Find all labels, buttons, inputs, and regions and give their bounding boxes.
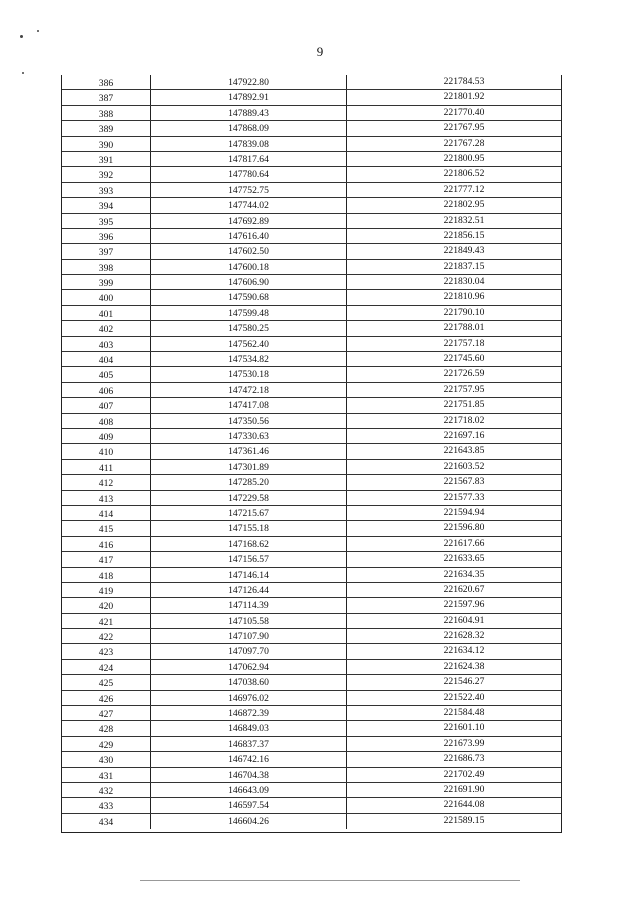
x-coordinate-cell: 146704.38 <box>151 768 347 782</box>
x-coordinate-cell: 147168.62 <box>151 537 347 551</box>
x-coordinate-cell: 147839.08 <box>151 137 347 151</box>
point-number-cell: 410 <box>62 444 151 458</box>
y-coordinate-cell: 221597.96 <box>443 599 485 611</box>
x-coordinate-cell: 147105.58 <box>151 614 347 628</box>
table-row <box>62 106 561 121</box>
point-number-cell: 409 <box>62 429 151 443</box>
point-number-cell: 428 <box>62 721 151 735</box>
point-number-cell: 421 <box>62 614 151 628</box>
point-number-cell: 411 <box>62 460 151 474</box>
table-row <box>62 306 561 321</box>
point-number-cell: 402 <box>62 321 151 335</box>
table-row <box>62 414 561 429</box>
x-coordinate-cell: 146643.09 <box>151 783 347 797</box>
x-coordinate-cell: 147530.18 <box>151 367 347 381</box>
scan-speck <box>37 30 39 32</box>
x-coordinate-cell: 147156.57 <box>151 552 347 566</box>
x-coordinate-cell: 147889.43 <box>151 106 347 120</box>
point-number-cell: 434 <box>62 814 151 829</box>
x-coordinate-cell: 147472.18 <box>151 383 347 397</box>
table-row <box>62 691 561 706</box>
y-coordinate-cell: 221856.15 <box>443 229 485 241</box>
y-coordinate-cell: 221777.12 <box>443 183 485 195</box>
x-coordinate-cell: 147922.80 <box>151 75 347 89</box>
y-coordinate-cell: 221800.95 <box>443 152 485 164</box>
x-coordinate-cell: 147062.94 <box>151 660 347 674</box>
y-coordinate-cell: 221634.35 <box>443 568 485 580</box>
y-coordinate-cell: 221806.52 <box>443 168 485 180</box>
table-row <box>62 398 561 413</box>
x-coordinate-cell: 147350.56 <box>151 414 347 428</box>
x-coordinate-cell: 147606.90 <box>151 275 347 289</box>
point-number-cell: 432 <box>62 783 151 797</box>
y-coordinate-cell: 221767.28 <box>443 137 485 149</box>
x-coordinate-cell: 147417.08 <box>151 398 347 412</box>
x-coordinate-cell: 147817.64 <box>151 152 347 166</box>
table-row <box>62 629 561 644</box>
table-row <box>62 167 561 182</box>
table-row <box>62 367 561 382</box>
point-number-cell: 433 <box>62 798 151 812</box>
table-row <box>62 183 561 198</box>
point-number-cell: 404 <box>62 352 151 366</box>
x-coordinate-cell: 146849.03 <box>151 721 347 735</box>
y-coordinate-cell: 221567.83 <box>443 476 485 488</box>
y-coordinate-cell: 221522.40 <box>443 691 485 703</box>
x-coordinate-cell: 147599.48 <box>151 306 347 320</box>
table-row <box>62 321 561 336</box>
y-coordinate-cell: 221802.95 <box>443 199 485 211</box>
point-number-cell: 424 <box>62 660 151 674</box>
table-row <box>62 90 561 105</box>
table-row <box>62 537 561 552</box>
point-number-cell: 389 <box>62 121 151 135</box>
point-number-cell: 427 <box>62 706 151 720</box>
point-number-cell: 425 <box>62 675 151 689</box>
y-coordinate-cell: 221745.60 <box>443 353 485 365</box>
coordinates-table <box>61 75 562 833</box>
point-number-cell: 401 <box>62 306 151 320</box>
x-coordinate-cell: 147616.40 <box>151 229 347 243</box>
table-row <box>62 290 561 305</box>
y-coordinate-cell: 221830.04 <box>443 276 485 288</box>
point-number-cell: 429 <box>62 737 151 751</box>
table-row <box>62 75 561 90</box>
y-coordinate-cell: 221589.15 <box>443 814 485 826</box>
point-number-cell: 390 <box>62 137 151 151</box>
y-coordinate-cell: 221633.65 <box>443 553 485 565</box>
table-row <box>62 675 561 690</box>
y-coordinate-cell: 221691.90 <box>443 783 485 795</box>
y-coordinate-cell: 221697.16 <box>443 429 485 441</box>
point-number-cell: 431 <box>62 768 151 782</box>
point-number-cell: 395 <box>62 214 151 228</box>
point-number-cell: 422 <box>62 629 151 643</box>
table-row <box>62 475 561 490</box>
x-coordinate-cell: 146742.16 <box>151 752 347 766</box>
point-number-cell: 408 <box>62 414 151 428</box>
table-row <box>62 598 561 613</box>
table-row <box>62 737 561 752</box>
point-number-cell: 391 <box>62 152 151 166</box>
point-number-cell: 392 <box>62 167 151 181</box>
table-row <box>62 444 561 459</box>
point-number-cell: 400 <box>62 290 151 304</box>
y-coordinate-cell: 221643.85 <box>443 445 485 457</box>
y-coordinate-cell: 221757.95 <box>443 383 485 395</box>
point-number-cell: 396 <box>62 229 151 243</box>
y-coordinate-cell: 221751.85 <box>443 399 485 411</box>
y-coordinate-cell: 221577.33 <box>443 491 485 503</box>
y-coordinate-cell: 221584.48 <box>443 707 485 719</box>
y-coordinate-cell: 221624.38 <box>443 660 485 672</box>
y-coordinate-cell: 221726.59 <box>443 368 485 380</box>
table-row <box>62 506 561 521</box>
point-number-cell: 417 <box>62 552 151 566</box>
point-number-cell: 399 <box>62 275 151 289</box>
x-coordinate-cell: 147229.58 <box>151 491 347 505</box>
table-row <box>62 198 561 213</box>
y-coordinate-cell: 221686.73 <box>443 753 485 765</box>
x-coordinate-cell: 147285.20 <box>151 475 347 489</box>
point-number-cell: 418 <box>62 568 151 582</box>
table-row <box>62 783 561 798</box>
point-number-cell: 423 <box>62 644 151 658</box>
point-number-cell: 388 <box>62 106 151 120</box>
point-number-cell: 403 <box>62 337 151 351</box>
x-coordinate-cell: 147590.68 <box>151 290 347 304</box>
x-coordinate-cell: 147868.09 <box>151 121 347 135</box>
y-coordinate-cell: 221788.01 <box>443 322 485 334</box>
y-coordinate-cell: 221790.10 <box>443 306 485 318</box>
point-number-cell: 398 <box>62 260 151 274</box>
point-number-cell: 420 <box>62 598 151 612</box>
point-number-cell: 386 <box>62 75 151 89</box>
y-coordinate-cell: 221757.18 <box>443 337 485 349</box>
table-row <box>62 660 561 675</box>
x-coordinate-cell: 147892.91 <box>151 90 347 104</box>
scan-speck <box>22 72 24 74</box>
table-row <box>62 521 561 536</box>
y-coordinate-cell: 221596.80 <box>443 522 485 534</box>
x-coordinate-cell: 147361.46 <box>151 444 347 458</box>
x-coordinate-cell: 146597.54 <box>151 798 347 812</box>
point-number-cell: 415 <box>62 521 151 535</box>
scan-speck <box>20 35 23 38</box>
x-coordinate-cell: 147215.67 <box>151 506 347 520</box>
x-coordinate-cell: 147744.02 <box>151 198 347 212</box>
table-row <box>62 429 561 444</box>
point-number-cell: 394 <box>62 198 151 212</box>
x-coordinate-cell: 146872.39 <box>151 706 347 720</box>
table-row <box>62 552 561 567</box>
table-row <box>62 752 561 767</box>
y-coordinate-cell: 221801.92 <box>443 91 485 103</box>
table-row <box>62 352 561 367</box>
table-row <box>62 383 561 398</box>
x-coordinate-cell: 147752.75 <box>151 183 347 197</box>
point-number-cell: 406 <box>62 383 151 397</box>
y-coordinate-cell: 221673.99 <box>443 737 485 749</box>
point-number-cell: 397 <box>62 244 151 258</box>
table-row <box>62 460 561 475</box>
y-coordinate-cell: 221837.15 <box>443 260 485 272</box>
x-coordinate-cell: 147301.89 <box>151 460 347 474</box>
table-row <box>62 152 561 167</box>
x-coordinate-cell: 147600.18 <box>151 260 347 274</box>
y-coordinate-cell: 221603.52 <box>443 460 485 472</box>
point-number-cell: 407 <box>62 398 151 412</box>
x-coordinate-cell: 147146.14 <box>151 568 347 582</box>
table-row <box>62 583 561 598</box>
table-row <box>62 768 561 783</box>
y-coordinate-cell: 221628.32 <box>443 630 485 642</box>
y-coordinate-cell: 221634.12 <box>443 645 485 657</box>
table-row <box>62 260 561 275</box>
x-coordinate-cell: 147780.64 <box>151 167 347 181</box>
point-number-cell: 414 <box>62 506 151 520</box>
y-coordinate-cell: 221546.27 <box>443 676 485 688</box>
x-coordinate-cell: 147114.39 <box>151 598 347 612</box>
point-number-cell: 405 <box>62 367 151 381</box>
x-coordinate-cell: 147126.44 <box>151 583 347 597</box>
point-number-cell: 430 <box>62 752 151 766</box>
point-number-cell: 393 <box>62 183 151 197</box>
x-coordinate-cell: 147038.60 <box>151 675 347 689</box>
point-number-cell: 412 <box>62 475 151 489</box>
point-number-cell: 413 <box>62 491 151 505</box>
page-number: 9 <box>316 44 324 59</box>
y-coordinate-cell: 221620.67 <box>443 583 485 595</box>
y-coordinate-cell: 221594.94 <box>443 506 485 518</box>
point-number-cell: 426 <box>62 691 151 705</box>
x-coordinate-cell: 147155.18 <box>151 521 347 535</box>
y-coordinate-cell: 221784.53 <box>443 76 485 87</box>
y-coordinate-cell: 221849.43 <box>443 245 485 257</box>
y-coordinate-cell: 221702.49 <box>443 768 485 780</box>
y-coordinate-cell: 221718.02 <box>443 414 485 426</box>
table-row <box>62 137 561 152</box>
x-coordinate-cell: 147534.82 <box>151 352 347 366</box>
table-row <box>62 275 561 290</box>
y-coordinate-cell: 221770.40 <box>443 106 485 118</box>
x-coordinate-cell: 147580.25 <box>151 321 347 335</box>
table-row <box>62 814 561 829</box>
point-number-cell: 387 <box>62 90 151 104</box>
y-coordinate-cell: 221617.66 <box>443 537 485 549</box>
x-coordinate-cell: 146837.37 <box>151 737 347 751</box>
y-coordinate-cell: 221832.51 <box>443 214 485 226</box>
x-coordinate-cell: 147562.40 <box>151 337 347 351</box>
table-row <box>62 214 561 229</box>
table-row <box>62 614 561 629</box>
table-row <box>62 568 561 583</box>
page-bottom-rule <box>140 880 520 881</box>
table-row <box>62 644 561 659</box>
x-coordinate-cell: 147692.89 <box>151 214 347 228</box>
x-coordinate-cell: 147602.50 <box>151 244 347 258</box>
point-number-cell: 416 <box>62 537 151 551</box>
table-row <box>62 706 561 721</box>
table-row <box>62 337 561 352</box>
x-coordinate-cell: 147330.63 <box>151 429 347 443</box>
point-number-cell: 419 <box>62 583 151 597</box>
y-coordinate-cell: 221767.95 <box>443 122 485 134</box>
table-row <box>62 721 561 736</box>
x-coordinate-cell: 146976.02 <box>151 691 347 705</box>
table-row <box>62 798 561 813</box>
x-coordinate-cell: 147097.70 <box>151 644 347 658</box>
table-row <box>62 244 561 259</box>
table-row <box>62 491 561 506</box>
x-coordinate-cell: 147107.90 <box>151 629 347 643</box>
x-coordinate-cell: 146604.26 <box>151 814 347 829</box>
y-coordinate-cell: 221601.10 <box>443 722 485 734</box>
table-row <box>62 229 561 244</box>
y-coordinate-cell: 221810.96 <box>443 291 485 303</box>
y-coordinate-cell: 221604.91 <box>443 614 485 626</box>
table-row <box>62 121 561 136</box>
y-coordinate-cell: 221644.08 <box>443 799 485 811</box>
